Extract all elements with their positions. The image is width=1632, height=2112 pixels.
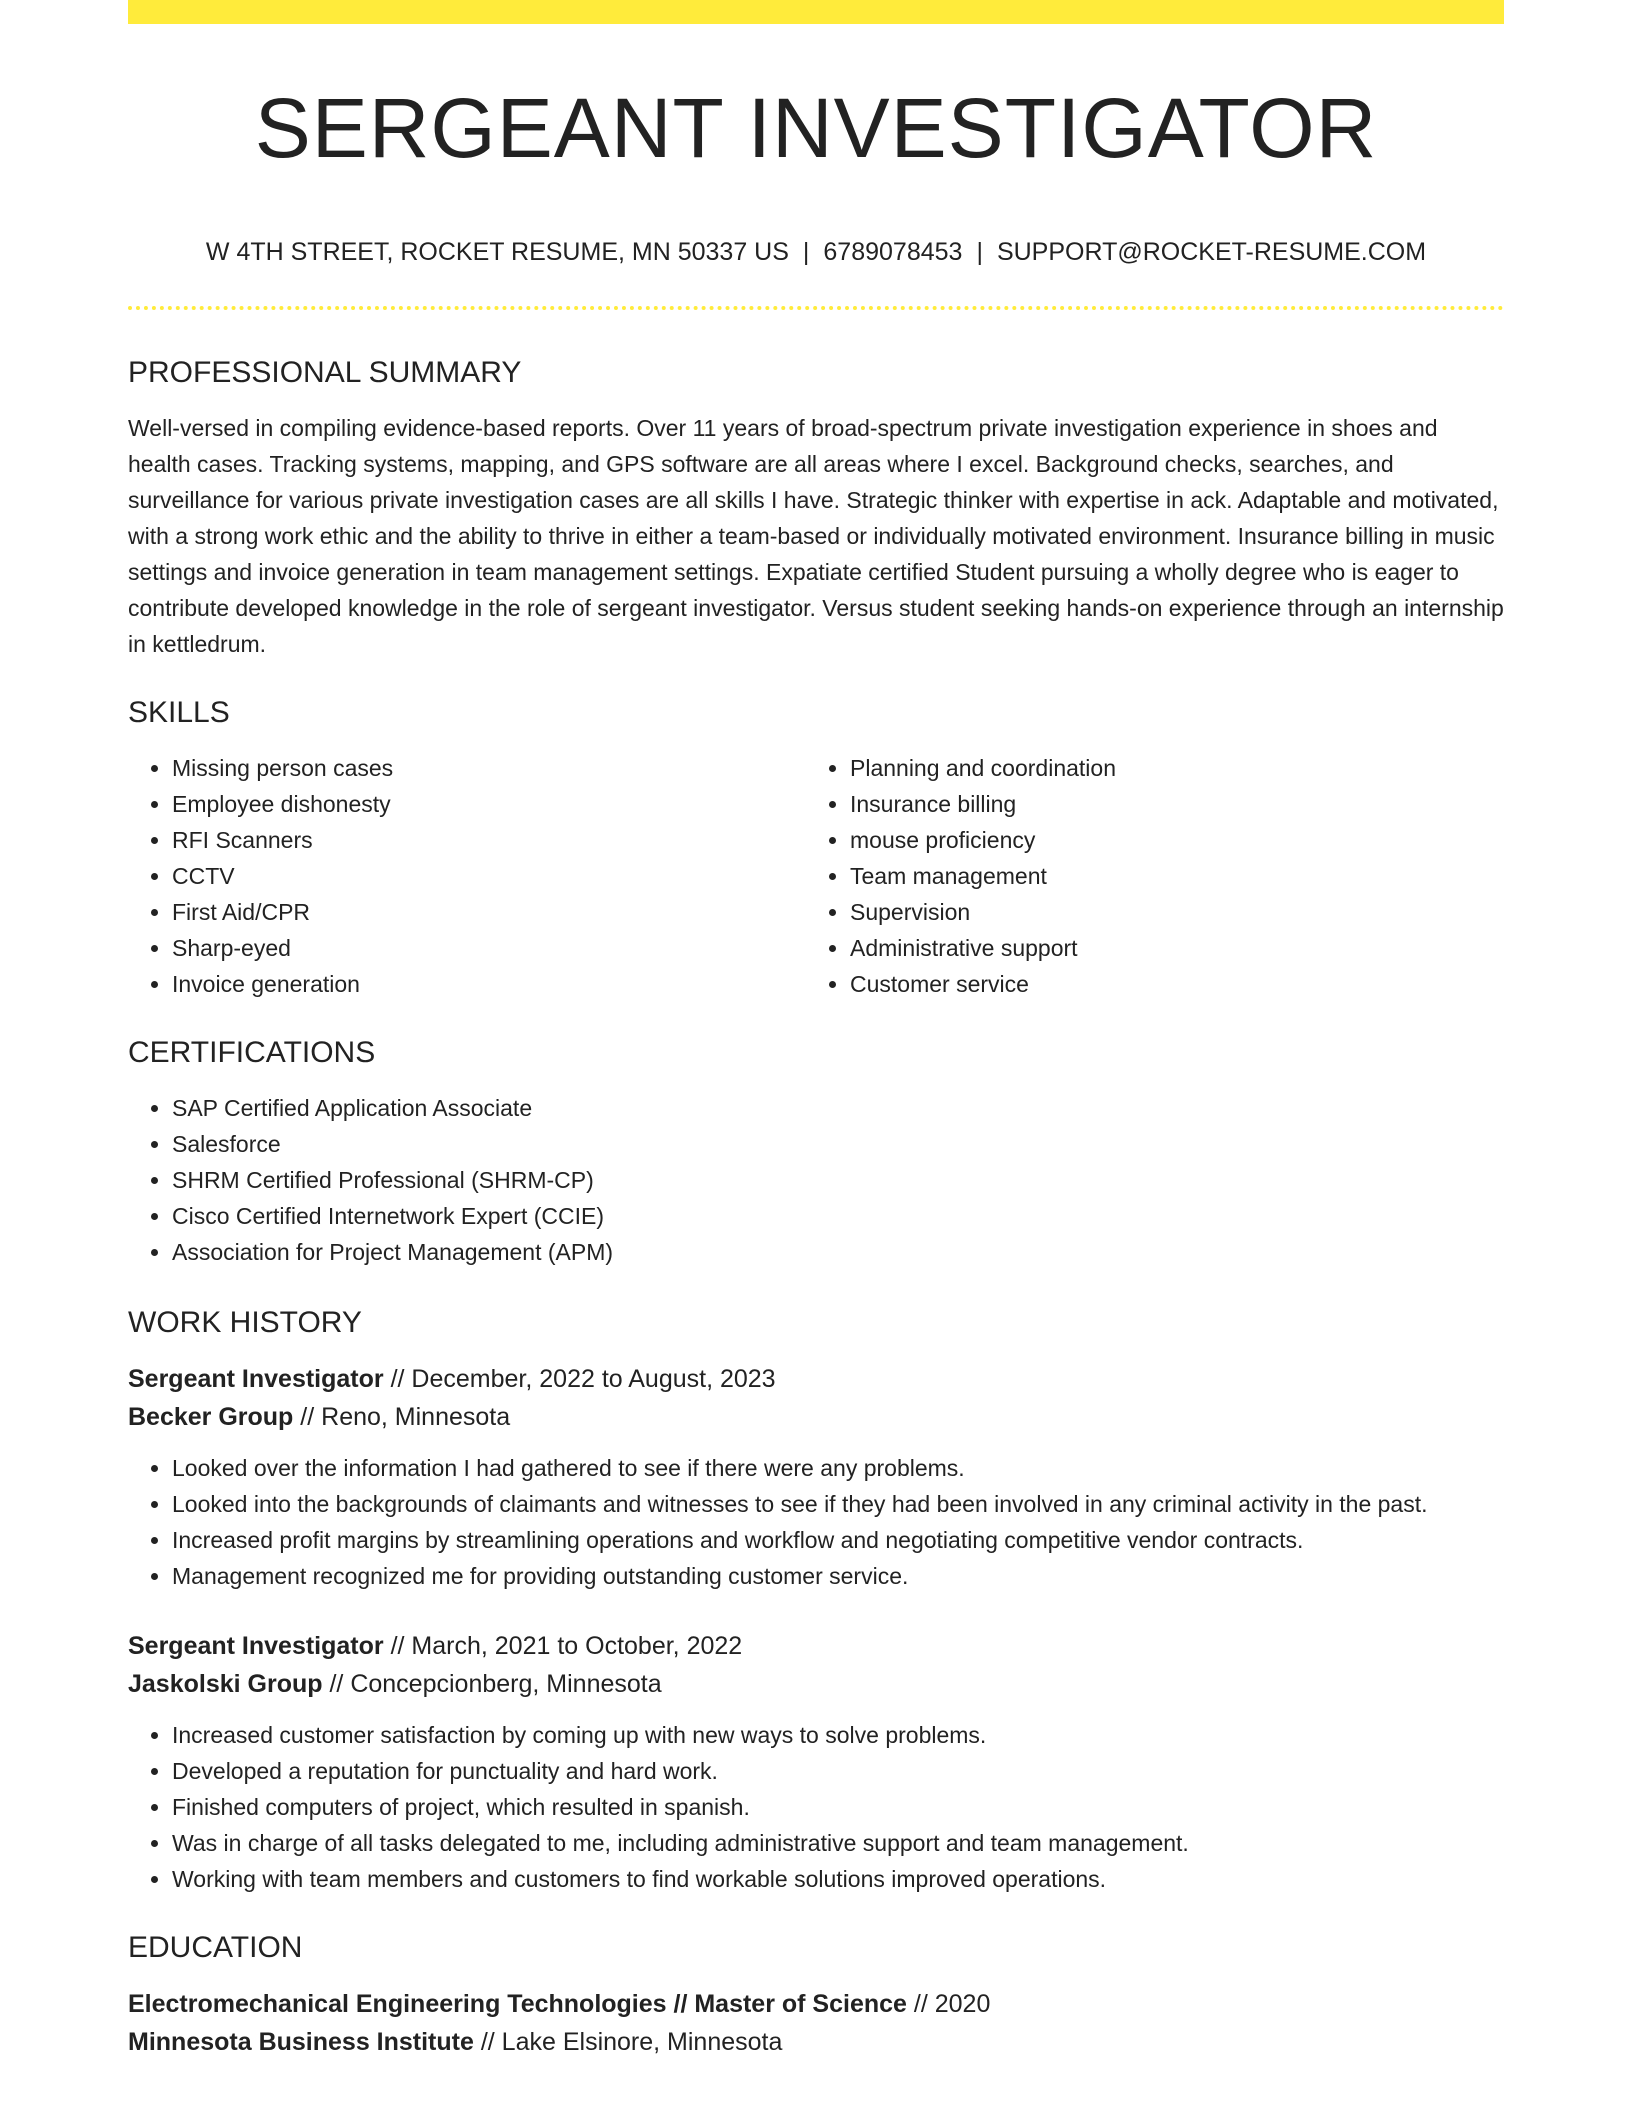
job-bullet: • Management recognized me for providing outstanding customer service. xyxy=(172,1558,1504,1594)
education-school-line xyxy=(128,2023,1504,2061)
job-bullet: • Looked over the information I had gathered to see if there were any problems. xyxy=(172,1450,1504,1486)
job-company: Jaskolski Group xyxy=(128,1670,323,1698)
job-bullet: • Increased customer satisfaction by coming up with new ways to solve problems. xyxy=(172,1717,1504,1753)
accent-bar xyxy=(128,0,1504,24)
skill-item: • Insurance billing xyxy=(850,786,1484,822)
work-heading: WORK HISTORY xyxy=(128,1306,362,1339)
job-title-line xyxy=(128,1360,1504,1398)
job-company-line xyxy=(128,1665,1504,1703)
contact-address: W 4TH STREET, ROCKET RESUME, MN 50337 US xyxy=(205,238,789,266)
contact-separator: | xyxy=(802,238,810,266)
job-bullet: • Increased profit margins by streamlining operations and workflow and negotiating competitive vendor contracts. xyxy=(172,1522,1504,1558)
skill-item: • Supervision xyxy=(850,894,1484,930)
job-bullets xyxy=(128,1717,1504,1897)
education-location: // Lake Elsinore, Minnesota xyxy=(480,2028,783,2056)
certification-item: • Cisco Certified Internetwork Expert (CCIE) xyxy=(172,1198,1504,1234)
skill-item: • First Aid/CPR xyxy=(172,894,806,930)
skills-heading: SKILLS xyxy=(128,696,230,729)
job-location: // Reno, Minnesota xyxy=(300,1403,511,1431)
certification-item: • SHRM Certified Professional (SHRM-CP) xyxy=(172,1162,1504,1198)
education-entry xyxy=(128,1985,1504,2061)
job-entry xyxy=(128,1627,1504,1897)
job-dates: // December, 2022 to August, 2023 xyxy=(390,1365,776,1393)
job-role: Sergeant Investigator xyxy=(128,1632,384,1660)
skill-item: • CCTV xyxy=(172,858,806,894)
contact-line xyxy=(128,240,1504,265)
education-heading: EDUCATION xyxy=(128,1931,303,1964)
skill-item: • Employee dishonesty xyxy=(172,786,806,822)
skill-item: • Invoice generation xyxy=(172,966,806,1002)
skill-item: • Missing person cases xyxy=(172,750,806,786)
skill-item: • RFI Scanners xyxy=(172,822,806,858)
certifications-list xyxy=(128,1090,1504,1270)
job-bullet: • Working with team members and customers to find workable solutions improved operations. xyxy=(172,1861,1504,1897)
skill-item: • Planning and coordination xyxy=(850,750,1484,786)
job-company-line xyxy=(128,1398,1504,1436)
job-bullet: • Was in charge of all tasks delegated to me, including administrative support and team management. xyxy=(172,1825,1504,1861)
job-company: Becker Group xyxy=(128,1403,294,1431)
job-bullet: • Developed a reputation for punctuality and hard work. xyxy=(172,1753,1504,1789)
resume-name: SERGEANT INVESTIGATOR xyxy=(254,81,1378,175)
contact-phone: 6789078453 xyxy=(823,238,963,266)
skill-item: • Customer service xyxy=(850,966,1484,1002)
summary-heading: PROFESSIONAL SUMMARY xyxy=(128,356,522,389)
dotted-divider xyxy=(128,306,1504,310)
certification-item: • Association for Project Management (APM) xyxy=(172,1234,1504,1270)
education-degree: Electromechanical Engineering Technologies // Master of Science xyxy=(128,1990,907,2018)
resume-page xyxy=(128,0,1504,2061)
skill-item: • mouse proficiency xyxy=(850,822,1484,858)
contact-separator: | xyxy=(976,238,983,266)
job-location: // Concepcionberg, Minnesota xyxy=(329,1670,662,1698)
job-role: Sergeant Investigator xyxy=(128,1365,384,1393)
certifications-heading: CERTIFICATIONS xyxy=(128,1036,376,1069)
summary-text: Well-versed in compiling evidence-based reports. Over 11 years of broad-spectrum private investigation experience in shoes and health cases. Tracking systems, mapping, and GPS software are all areas where I excel. Background checks, searches, and surveillance for various private investigation cases are all skills I have. Strategic thinker with expertise in ack. Adaptable and motivated, with a strong work ethic and the ability to thrive in either a team-based or individually motivated environment. Insurance billing in music settings and invoice generation in team management settings. Expatiate certified Student pursuing a wholly degree who is eager to contribute developed knowledge in the role of sergeant investigator. Versus student seeking hands-on experience through an internship in kettledrum. xyxy=(128,415,1504,657)
job-title-line xyxy=(128,1627,1504,1665)
skills-column-left xyxy=(128,750,806,1002)
skill-item: • Team management xyxy=(850,858,1484,894)
job-dates: // March, 2021 to October, 2022 xyxy=(390,1632,743,1660)
job-bullet: • Finished computers of project, which resulted in spanish. xyxy=(172,1789,1504,1825)
education-degree-line xyxy=(128,1985,1504,2023)
job-bullet: • Looked into the backgrounds of claimants and witnesses to see if they had been involved in any criminal activity in the past. xyxy=(172,1486,1504,1522)
education-school: Minnesota Business Institute xyxy=(128,2028,474,2056)
skills-column-right xyxy=(806,750,1484,1002)
job-entry xyxy=(128,1360,1504,1594)
skill-item: • Administrative support xyxy=(850,930,1484,966)
skill-item: • Sharp-eyed xyxy=(172,930,806,966)
education-year: // 2020 xyxy=(913,1990,991,2018)
certification-item: • SAP Certified Application Associate xyxy=(172,1090,1504,1126)
job-bullets xyxy=(128,1450,1504,1594)
skills-list xyxy=(128,750,1504,1002)
certification-item: • Salesforce xyxy=(172,1126,1504,1162)
contact-email: SUPPORT@ROCKET-RESUME.COM xyxy=(996,238,1427,266)
